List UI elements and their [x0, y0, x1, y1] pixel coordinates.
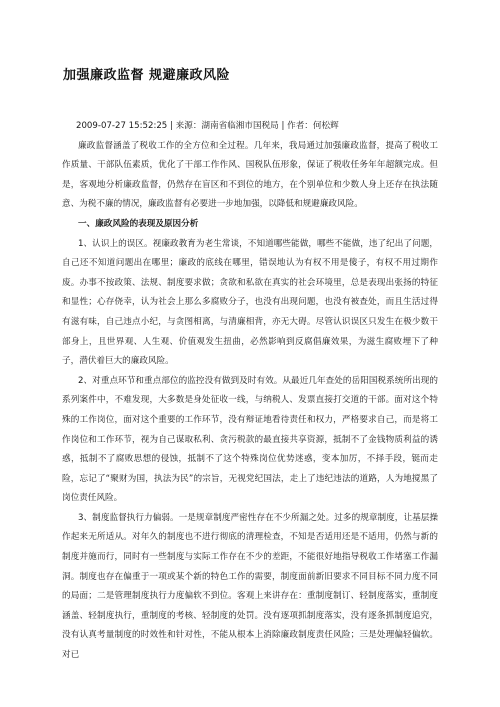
paragraph-1: 1、认识上的误区。视廉政教育为老生常谈，不知道哪些能做，哪些不能做，违了纪出了问题，自己还不知道问题出在哪里；廉政的底线在哪里，错误地认为有权不用是傻子，有权不用过期作废。办事不按政策、法规、制度要求做；贪欲和私欲在真实的社会环境里，总是表现出张扬的特征和显性；心存侥幸，认为社会上那么多腐败分子，也没有出现问题，也没有被查处，而且生活过得有滋有味，自己违点小纪，与贪图相离，与清廉相背，亦无大碍。尽管认识误区只发生在极少数干部身上，且世界观、人生观、价值观发生扭曲，必然影响到反腐倡廉效果，为滋生腐败埋下了种子，潜伏着巨大的廉政风险。 [62, 238, 438, 367]
article-meta: 2009-07-27 15:52:25 | 来源：湖南省临湘市国税局 | 作者：何松辉 [76, 121, 339, 131]
section-heading: 一、廉政风险的表现及原因分析 [78, 218, 199, 229]
paragraph-3: 3、制度监督执行力偏弱。一是规章制度严密性存在不少所漏之处。过多的规章制度，让基层操作起来无所适从。对年久的制度也不进行彻底的清理检查，不知是否适用还是不适用，仍然与新的制度并施而行，同时有一些制度与实际工作存在不少的差距，不能很好地指导税收工作堵塞工作漏洞。制度也存在偏重于一项或某个新的特色工作的需要，制度面前新旧要求不同目标不同力度不同的局面；二是管理制度执行力度偏软不到位。客观上来讲存在：重制度制订、轻制度落实，重制度涵盖、轻制度执行，重制度的考核、轻制度的处罚。没有逐项抓制度落实，没有逐条抓制度追究，没有认真考量制度的时效性和针对性，不能从根本上消除廉政制度责任风险；三是处理偏轻偏软。对已 [62, 512, 438, 661]
paragraph-2: 2、对重点环节和重点部位的监控没有做到及时有效。从最近几年查处的岳阳国税系统所出现的系列案件中，不难发现，大多数是身处征收一线，与纳税人、发票直接打交道的干部。面对这个特殊的工作岗位，面对这个重要的工作环节，没有辩证地看待责任和权力，严格要求自己，而是将工作岗位和工作环节，视为自己谋取私利、贪污税款的最直接共享资源，抵制不了金钱物质利益的诱惑，抵制不了腐败思想的侵蚀，抵制不了这个特殊岗位优势迷惑，变本加厉，不择手段，铤而走险，忘记了“聚财为国，执法为民”的宗旨，无视党纪国法，走上了违纪违法的道路，人为地搅黑了岗位责任风险。 [62, 375, 438, 504]
article-title: 加强廉政监督 规避廉政风险 [63, 68, 231, 83]
intro-paragraph: 廉政监督涵盖了税收工作的全方位和全过程。几年来，我局通过加强廉政监督，提高了税收工作质量、干部队伍素质，优化了干部工作作风、国税队伍形象，保证了税收任务年年超额完成。但是，客观地分析廉政监督，仍然存在盲区和不到位的地方，在个别单位和少数人身上还存在执法随意、为税不廉的情况，廉政监督有必要进一步地加强，以降低和规避廉政风险。 [62, 140, 438, 210]
article-body [62, 117, 438, 666]
